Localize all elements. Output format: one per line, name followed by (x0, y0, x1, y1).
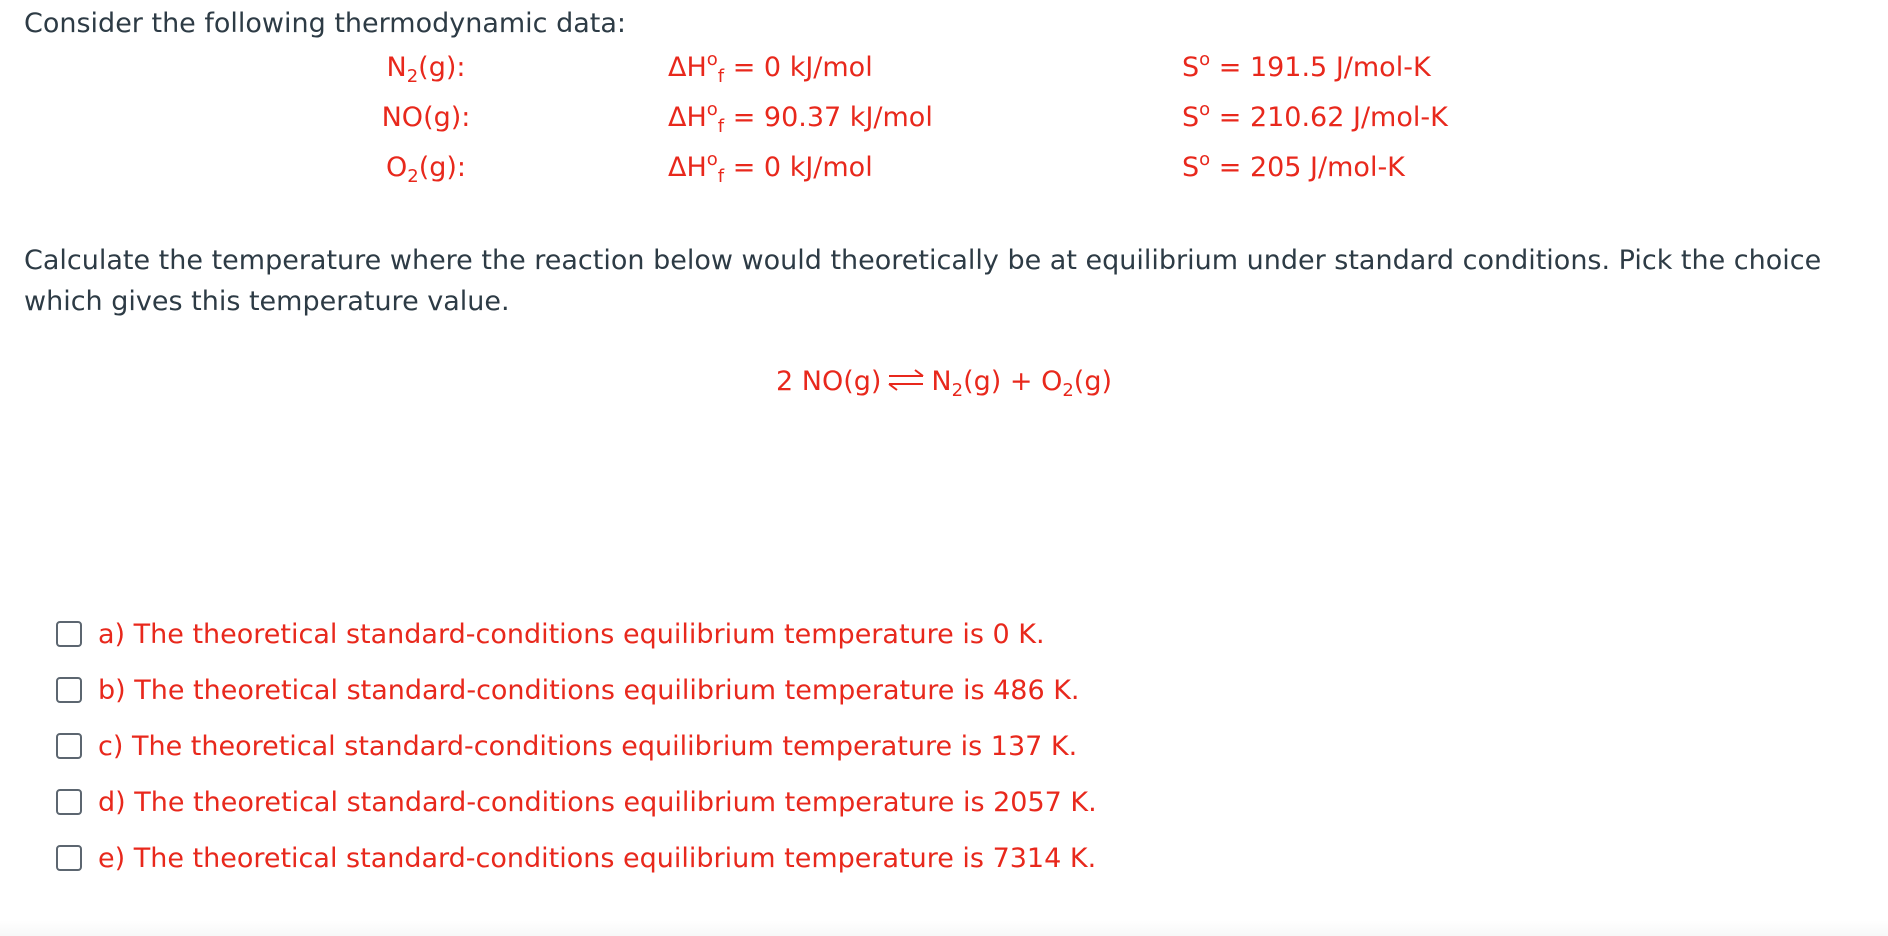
choice-e-label[interactable]: e) The theoretical standard-conditions equilibrium temperature is 7314 K. (98, 842, 1097, 874)
species-o2: $O_2(g)$: (385, 152, 467, 187)
choice-a-label[interactable]: a) The theoretical standard-conditions equilibrium temperature is 0 K. (98, 618, 1045, 650)
choice-b-checkbox[interactable] (56, 677, 82, 703)
data-row-n2 (0, 48, 1888, 96)
enthalpy-n2: $\Delta H^o_f = 0$ kJ/mol (668, 49, 873, 87)
data-row-no (0, 98, 1888, 146)
equilibrium-arrow-icon (887, 361, 925, 405)
data-row-o2 (0, 148, 1888, 196)
entropy-no: $S^o = 210.62$ J/mol-K (1182, 99, 1448, 133)
choice-c-checkbox[interactable] (56, 733, 82, 759)
enthalpy-no: $\Delta H^o_f = 90.37$ kJ/mol (668, 99, 933, 137)
bottom-divider (0, 920, 1888, 936)
choice-b-label[interactable]: b) The theoretical standard-conditions equilibrium temperature is 486 K. (98, 674, 1080, 706)
reaction-equation (0, 360, 1888, 405)
choice-b[interactable] (56, 662, 1097, 718)
species-n2: $N_2(g)$: (386, 52, 466, 87)
choice-c[interactable] (56, 718, 1097, 774)
choice-a[interactable] (56, 606, 1097, 662)
question-text: Calculate the temperature where the reaction below would theoretically be at equilibrium under standard conditions. Pick the choice which gives this temperature value. (24, 245, 1822, 317)
enthalpy-o2: $\Delta H^o_f = 0$ kJ/mol (668, 149, 873, 187)
choice-d-checkbox[interactable] (56, 789, 82, 815)
answer-choices (56, 606, 1097, 886)
choice-a-checkbox[interactable] (56, 621, 82, 647)
choice-e[interactable] (56, 830, 1097, 886)
reaction-products: $N_2(g) + O_2(g)$ (931, 366, 1112, 401)
choice-c-label[interactable]: c) The theoretical standard-conditions equilibrium temperature is 137 K. (98, 730, 1078, 762)
choice-e-checkbox[interactable] (56, 845, 82, 871)
choice-d-label[interactable]: d) The theoretical standard-conditions equilibrium temperature is 2057 K. (98, 786, 1097, 818)
reaction-reactants: 2 NO(g) (776, 366, 882, 397)
choice-d[interactable] (56, 774, 1097, 830)
intro-text: Consider the following thermodynamic data: (24, 8, 627, 39)
entropy-o2: $S^o = 205$ J/mol-K (1182, 149, 1405, 183)
species-no: NO(g): (381, 102, 471, 133)
entropy-n2: $S^o = 191.5$ J/mol-K (1182, 49, 1431, 83)
